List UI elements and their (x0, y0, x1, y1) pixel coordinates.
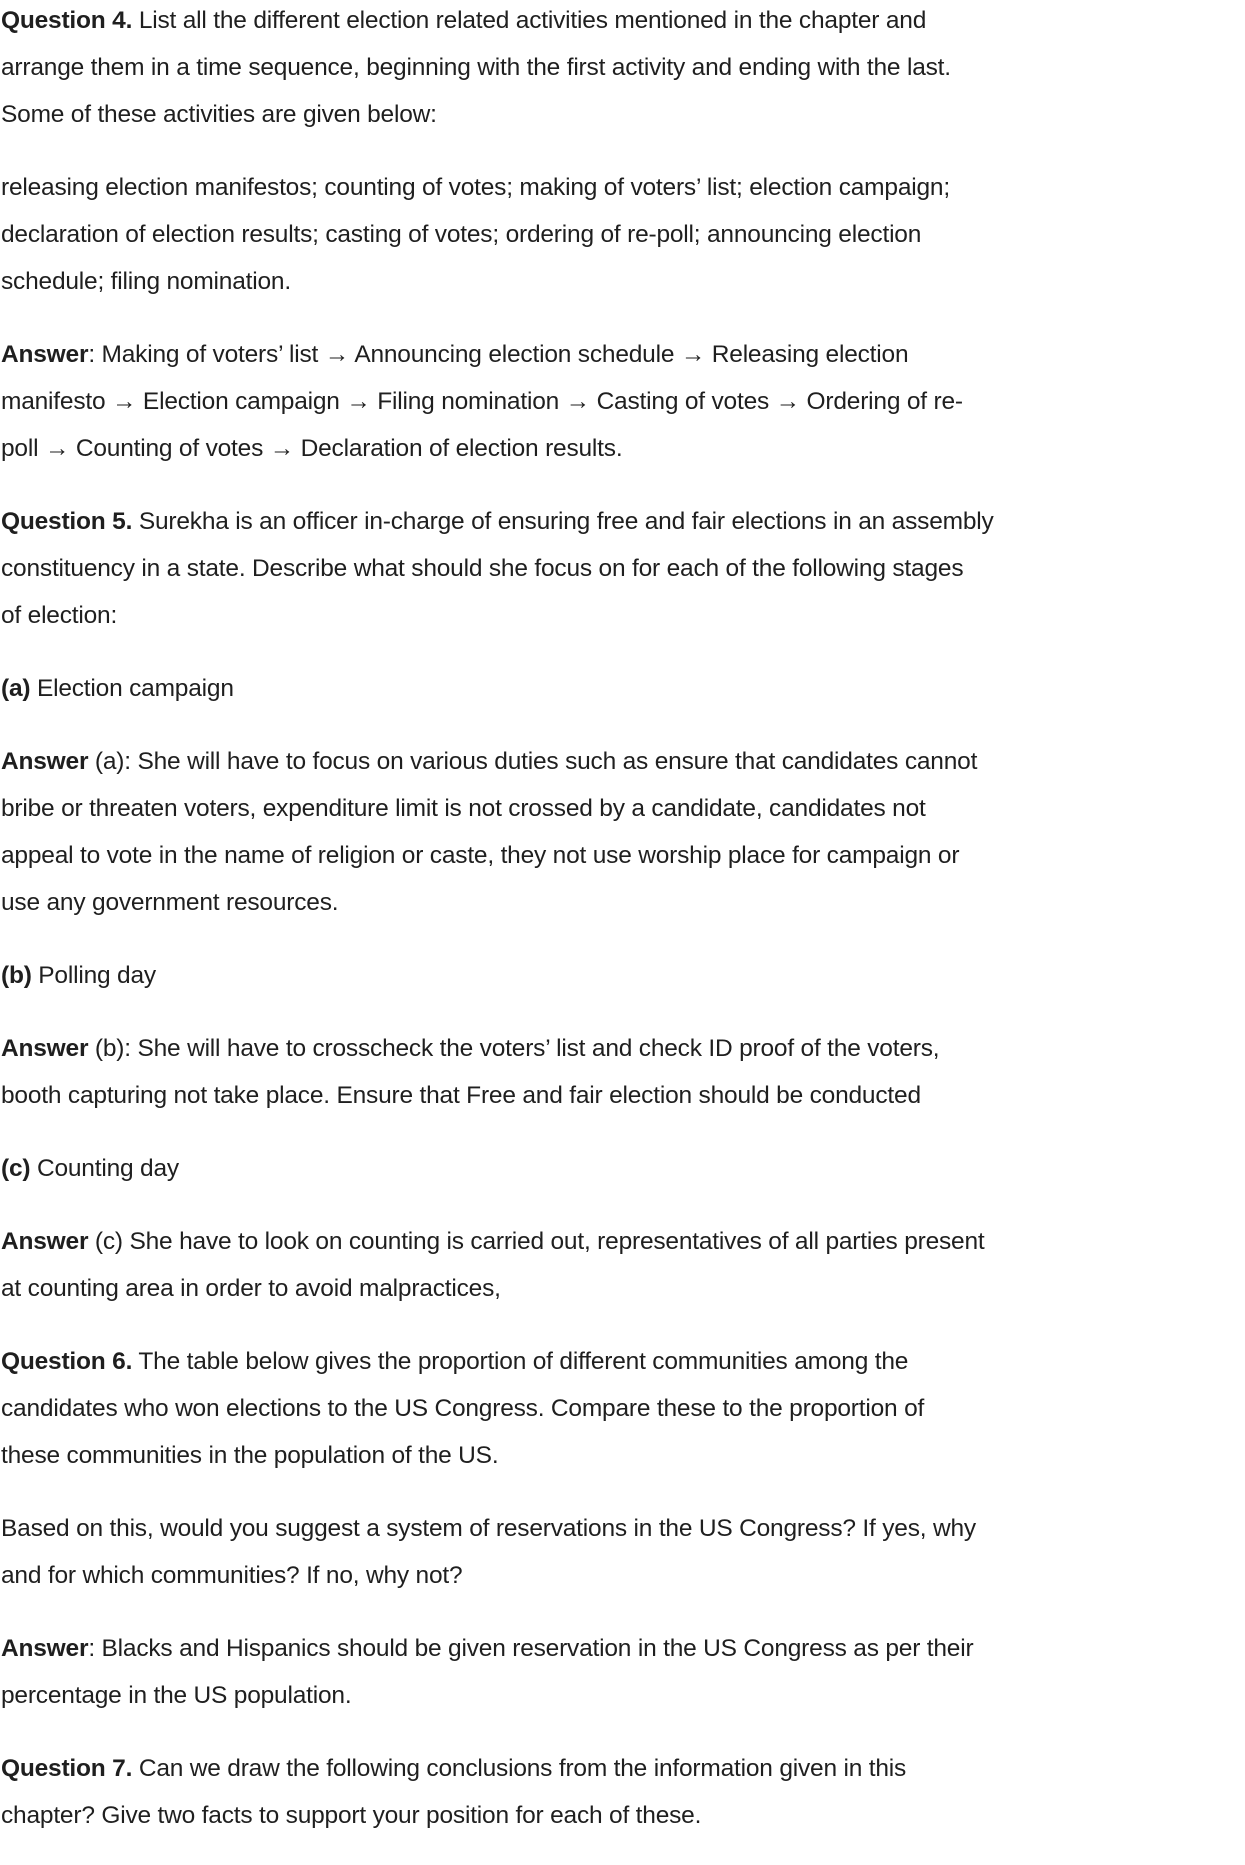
bold-label: Question 5. (1, 508, 133, 535)
text-line (1, 378, 1245, 425)
text-line (1, 1625, 1245, 1672)
text-line (1, 425, 1245, 472)
bold-label: Question 4. (1, 7, 133, 34)
bold-label: Question 7. (1, 1755, 133, 1782)
text-line (1, 331, 1245, 378)
line-text: use any government resources. (1, 889, 339, 916)
text-line (1, 832, 1245, 879)
line-text: booth capturing not take place. Ensure that Free and fair election should be conducted (1, 1082, 921, 1109)
bold-label: Answer (1, 341, 89, 368)
bold-label: Answer (1, 1228, 89, 1255)
line-text: of election: (1, 602, 118, 629)
text-line (1, 738, 1245, 785)
line-text: Polling day (31, 962, 156, 989)
text-line (1, 879, 1245, 926)
text-line (1, 1745, 1245, 1792)
line-text: chapter? Give two facts to support your position for each of these. (1, 1802, 702, 1829)
line-text: percentage in the US population. (1, 1682, 352, 1709)
paragraph (1, 0, 1245, 138)
paragraph (1, 1338, 1245, 1479)
paragraph (1, 498, 1245, 639)
line-text: List all the different election related activities mentioned in the chapter and (132, 7, 927, 34)
text-line (1, 785, 1245, 832)
line-text: Surekha is an officer in-charge of ensuring free and fair elections in an assembly (132, 508, 994, 535)
line-text: declaration of election results; casting of votes; ordering of re-poll; announcing election (1, 221, 922, 248)
paragraph (1, 1505, 1245, 1599)
line-text: poll → Counting of votes → Declaration of election results. (1, 435, 623, 462)
text-line (1, 1218, 1245, 1265)
line-text: Counting day (30, 1155, 179, 1182)
paragraph (1, 1745, 1245, 1839)
line-text: schedule; filing nomination. (1, 268, 291, 295)
line-text: : Blacks and Hispanics should be given reservation in the US Congress as per their (88, 1635, 974, 1662)
bold-label: Answer (1, 1635, 89, 1662)
line-text: releasing election manifestos; counting of votes; making of voters’ list; election campaign; (1, 174, 950, 201)
text-line (1, 1025, 1245, 1072)
paragraph (1, 164, 1245, 305)
bold-label: (c) (1, 1155, 31, 1182)
line-text: : Making of voters’ list → Announcing election schedule → Releasing election (88, 341, 909, 368)
text-line (1, 1552, 1245, 1599)
line-text: arrange them in a time sequence, beginning with the first activity and ending with the last. (1, 54, 951, 81)
text-line (1, 952, 1245, 999)
line-text: these communities in the population of the US. (1, 1442, 499, 1469)
text-line (1, 1265, 1245, 1312)
text-line (1, 211, 1245, 258)
paragraph (1, 738, 1245, 926)
paragraph (1, 1218, 1245, 1312)
line-text: (a): She will have to focus on various duties such as ensure that candidates cannot (88, 748, 978, 775)
line-text: bribe or threaten voters, expenditure limit is not crossed by a candidate, candidates not (1, 795, 926, 822)
text-line (1, 258, 1245, 305)
text-line (1, 498, 1245, 545)
line-text: (c) She have to look on counting is carried out, representatives of all parties present (88, 1228, 985, 1255)
paragraph (1, 1145, 1245, 1192)
paragraph (1, 1625, 1245, 1719)
line-text: Can we draw the following conclusions from the information given in this (132, 1755, 907, 1782)
line-text: (b): She will have to crosscheck the voters’ list and check ID proof of the voters, (88, 1035, 940, 1062)
bold-label: Answer (1, 1035, 89, 1062)
text-line (1, 1432, 1245, 1479)
paragraph (1, 952, 1245, 999)
bold-label: Answer (1, 748, 89, 775)
line-text: constituency in a state. Describe what should she focus on for each of the following stages (1, 555, 964, 582)
text-line (1, 1072, 1245, 1119)
text-line (1, 1792, 1245, 1839)
paragraph (1, 331, 1245, 472)
text-line (1, 1672, 1245, 1719)
line-text: Election campaign (30, 675, 234, 702)
text-line (1, 164, 1245, 211)
text-line (1, 665, 1245, 712)
bold-label: (a) (1, 675, 31, 702)
line-text: and for which communities? If no, why not? (1, 1562, 463, 1589)
line-text: candidates who won elections to the US Congress. Compare these to the proportion of (1, 1395, 925, 1422)
line-text: Some of these activities are given below: (1, 101, 437, 128)
paragraph (1, 665, 1245, 712)
line-text: Based on this, would you suggest a system of reservations in the US Congress? If yes, why (1, 1515, 976, 1542)
text-line (1, 592, 1245, 639)
bold-label: (b) (1, 962, 32, 989)
text-line (1, 44, 1245, 91)
line-text: appeal to vote in the name of religion or caste, they not use worship place for campaign or (1, 842, 960, 869)
text-line (1, 545, 1245, 592)
text-line (1, 1338, 1245, 1385)
text-line (1, 1385, 1245, 1432)
paragraph (1, 1025, 1245, 1119)
line-text: The table below gives the proportion of different communities among the (132, 1348, 909, 1375)
text-line (1, 1145, 1245, 1192)
bold-label: Question 6. (1, 1348, 133, 1375)
text-line (1, 0, 1245, 44)
text-line (1, 91, 1245, 138)
line-text: manifesto → Election campaign → Filing nomination → Casting of votes → Ordering of re- (1, 388, 963, 415)
line-text: at counting area in order to avoid malpractices, (1, 1275, 501, 1302)
document-body (1, 0, 1245, 1865)
text-line (1, 1505, 1245, 1552)
